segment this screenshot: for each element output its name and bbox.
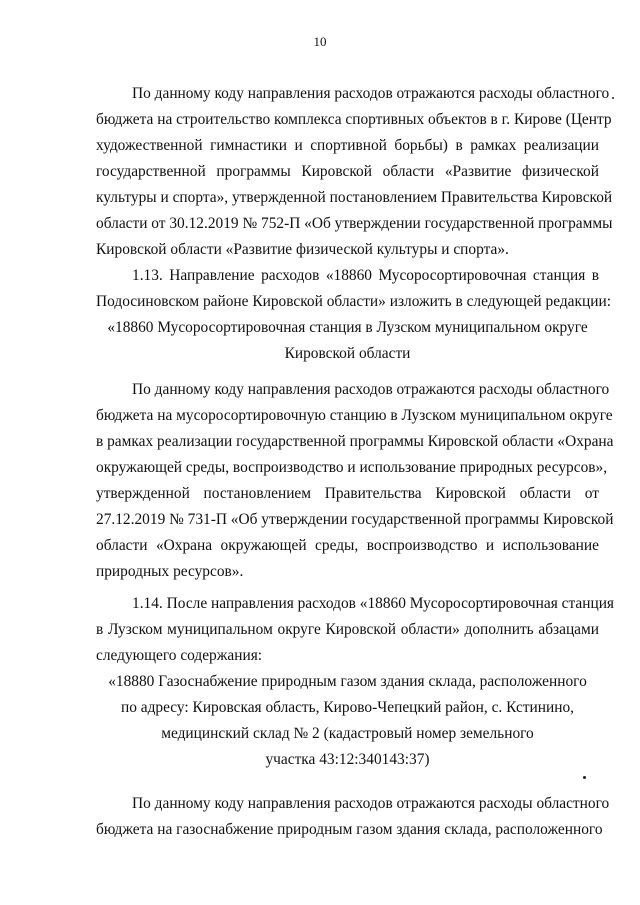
item-1-14-line-1: 1.14. После направления расходов «18860 Мусоросортировочная станция xyxy=(132,595,615,612)
paragraph-2-line-4: окружающей среды, воспроизводство и использование природных ресурсов», xyxy=(96,459,608,476)
heading-18860-line-1: «18860 Мусоросортировочная станция в Лузском муниципальном округе xyxy=(107,319,588,336)
scan-speck xyxy=(612,97,614,99)
page-number: 10 xyxy=(313,34,327,49)
heading-18880-line-4: участка 43:12:340143:37) xyxy=(265,751,430,768)
item-1-14-line-2: в Лузском муниципальном округе Кировской области» дополнить абзацами xyxy=(96,621,599,638)
item-1-14-line-3: следующего содержания: xyxy=(96,647,263,664)
paragraph-1-line-5: культуры и спорта», утвержденной постановлением Правительства Кировской xyxy=(96,189,613,206)
paragraph-2-line-7: области «Охрана окружающей среды, воспроизводство и использование xyxy=(96,537,599,554)
paragraph-1-line-7: Кировской области «Развитие физической культуры и спорта». xyxy=(96,241,509,258)
paragraph-1-line-1: По данному коду направления расходов отражаются расходы областного xyxy=(132,85,610,102)
item-1-13-line-2: Подосиновском районе Кировской области» изложить в следующей редакции: xyxy=(96,293,611,310)
heading-18860-line-2: Кировской области xyxy=(284,345,411,362)
paragraph-3-line-1: По данному коду направления расходов отражаются расходы областного xyxy=(132,795,610,812)
paragraph-2-line-1: По данному коду направления расходов отражаются расходы областного xyxy=(132,381,610,398)
heading-18880-line-1: «18880 Газоснабжение природным газом здания склада, расположенного xyxy=(108,673,587,690)
paragraph-1-line-2: бюджета на строительство комплекса спортивных объектов в г. Кирове (Центр xyxy=(96,111,612,128)
paragraph-3-line-2: бюджета на газоснабжение природным газом здания склада, расположенного xyxy=(96,821,603,838)
heading-18880-line-3: медицинский склад № 2 (кадастровый номер земельного xyxy=(161,725,534,742)
paragraph-2-line-2: бюджета на мусоросортировочную станцию в Лузском муниципальном округе xyxy=(96,407,613,424)
paragraph-2-line-6: 27.12.2019 № 731-П «Об утверждении государственной программы Кировской xyxy=(96,511,614,528)
paragraph-1-line-3: художественной гимнастики и спортивной борьбы) в рамках реализации xyxy=(96,137,599,154)
scan-speck xyxy=(583,776,586,779)
item-1-13-line-1: 1.13. Направление расходов «18860 Мусоросортировочная станция в xyxy=(132,267,599,284)
paragraph-1-line-6: области от 30.12.2019 № 752-П «Об утверждении государственной программы xyxy=(96,215,613,232)
paragraph-2-line-5: утвержденной постановлением Правительства Кировской области от xyxy=(96,485,599,502)
paragraph-2-line-3: в рамках реализации государственной программы Кировской области «Охрана xyxy=(96,433,614,450)
heading-18880-line-2: по адресу: Кировская область, Кирово-Чепецкий район, с. Кстинино, xyxy=(120,699,575,716)
paragraph-2-line-8: природных ресурсов». xyxy=(96,563,244,580)
paragraph-1-line-4: государственной программы Кировской области «Развитие физической xyxy=(96,163,599,180)
